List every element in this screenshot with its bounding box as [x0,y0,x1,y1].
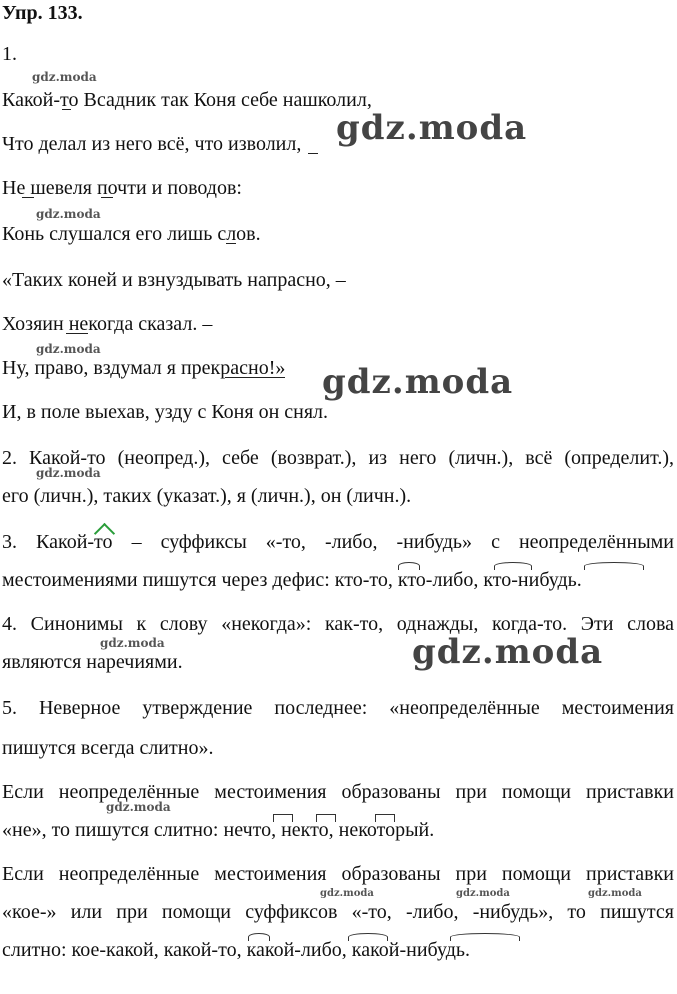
answer-5-line: «не», то пишутся слитно: нечто, некто, некоторый. [2,819,435,841]
underline-mark [62,109,71,110]
poem-line: Какой-то Всадник так Коня себе нашколил, [2,89,372,111]
watermark: gdz.moda [100,636,165,650]
suffix-arc-mark [494,562,532,570]
watermark: gdz.moda [36,342,101,356]
poem-line: Хозяин некогда сказал. – [2,313,213,335]
watermark: gdz.moda [322,362,514,402]
poem-line: Конь слушался его лишь слов. [2,223,261,245]
answer-5-line: 5. Неверное утверждение последнее: «неопределённые местоимения [2,697,674,719]
poem-line: Что делал из него всё, что изволил, [2,133,302,155]
answer-5-line: пишутся всегда слитно». [2,737,214,759]
underline-mark [66,333,88,334]
answer-4-line: 4. Синонимы к слову «некогда»: как-то, однажды, когда-то. Эти слова [2,613,674,635]
underline-mark [308,153,318,154]
exercise-title: Упр. 133. [2,2,83,24]
answer-3-line: местоимениями пишутся через дефис: кто-то, кто-либо, кто-нибудь. [2,569,582,591]
suffix-arc-mark [398,562,420,570]
watermark: gdz.moda [456,888,510,899]
suffix-arc-mark [584,562,644,570]
suffix-arc-mark [348,933,388,941]
underline-mark [225,377,285,378]
answer-3-line: 3. Какой-то – суффиксы «-то, -либо, -нибудь» с неопределёнными [2,531,674,553]
item-number-1: 1. [2,43,17,65]
watermark: gdz.moda [106,800,171,814]
answer-4-line: являются наречиями. [2,651,183,673]
watermark: gdz.moda [588,888,642,899]
prefix-mark [273,814,293,822]
underline-mark [226,243,236,244]
suffix-arc-mark [450,933,520,941]
answer-5-line: Если неопределённые местоимения образованы при помощи приставки [2,863,674,885]
poem-line: Не шевеля почти и поводов: [2,177,242,199]
poem-line: И, в поле выехав, узду с Коня он снял. [2,401,329,423]
answer-2-line: 2. Какой-то (неопред.), себе (возврат.), из него (личн.), всё (определит.), [2,447,674,469]
watermark: gdz.moda [36,466,101,480]
poem-line: «Таких коней и взнуздывать напрасно, – [2,269,346,291]
poem-line: Ну, право, вздумал я прекрасно!» [2,357,286,379]
watermark: gdz.moda [412,632,604,672]
watermark: gdz.moda [320,888,374,899]
answer-5-line: «кое-» или при помощи суффиксов «-то, -либо, -нибудь», то пишутся [2,901,674,923]
prefix-mark [316,814,336,822]
underline-mark [101,197,113,198]
answer-2-line: его (личн.), таких (указат.), я (личн.), он (личн.). [2,485,412,507]
watermark: gdz.moda [32,70,97,84]
answer-5-line: слитно: кое-какой, какой-то, какой-либо, какой-нибудь. [2,939,470,961]
prefix-mark [375,814,395,822]
watermark: gdz.moda [36,207,101,221]
underline-mark [22,197,34,198]
answer-5-line: Если неопределённые местоимения образованы при помощи приставки [2,781,674,803]
watermark: gdz.moda [336,108,528,148]
suffix-arc-mark [248,933,270,941]
